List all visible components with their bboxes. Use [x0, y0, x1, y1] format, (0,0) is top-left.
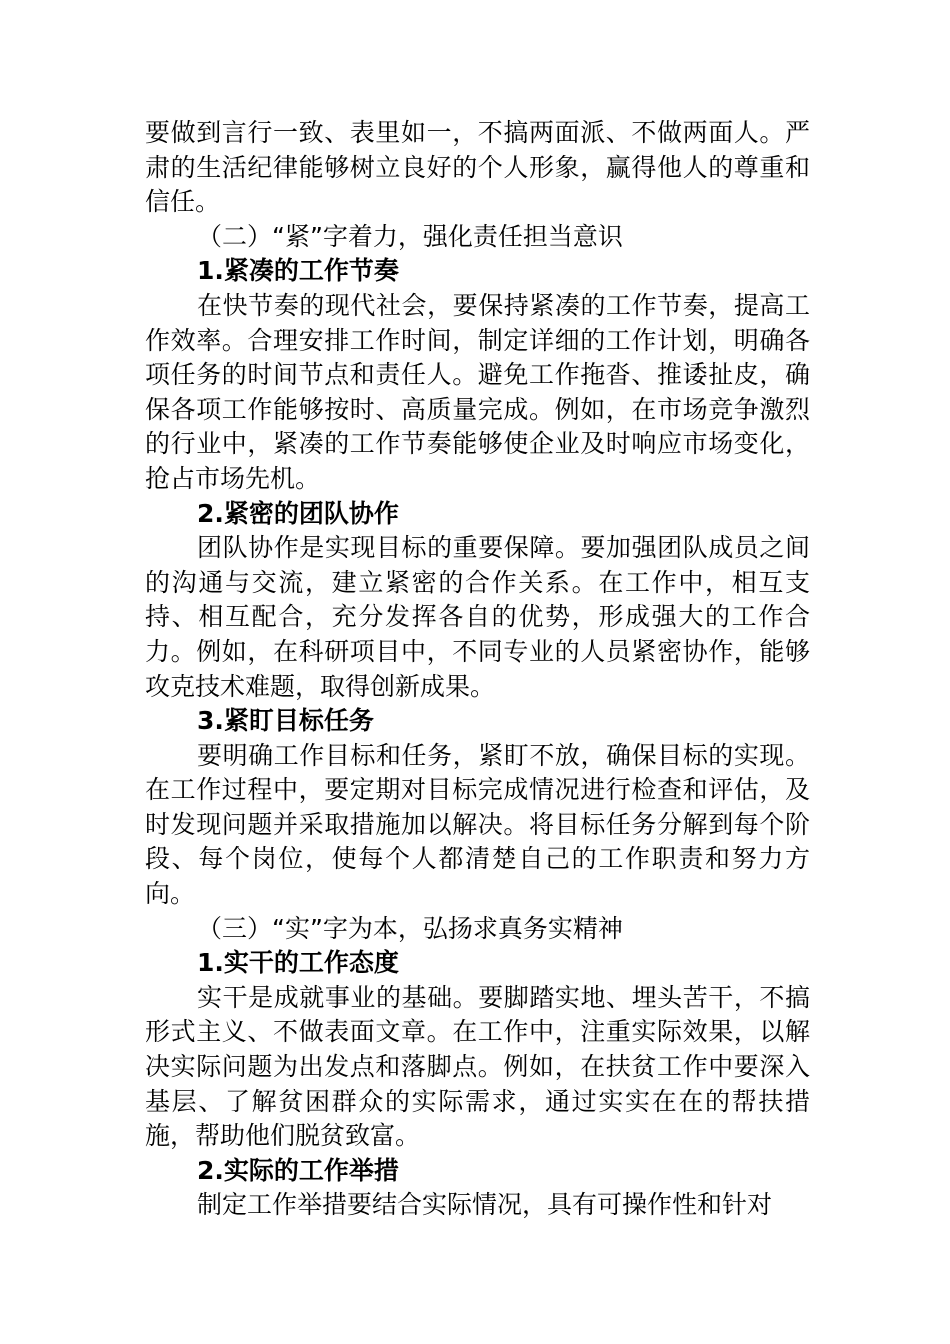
- document-body: [145, 116, 810, 1223]
- subheading-target-tasks: 3.紧盯目标任务: [197, 706, 374, 736]
- subheading-practical-attitude: 1.实干的工作态度: [197, 948, 399, 978]
- paragraph-continuation: 要做到言行一致、表里如一，不搞两面派、不做两面人。严肃的生活纪律能够树立良好的个人形象，赢得他人的尊重和信任。: [145, 118, 810, 217]
- subheading-practical-measures: 2.实际的工作举措: [197, 1155, 399, 1185]
- subheading-team-collaboration: 2.紧密的团队协作: [197, 498, 399, 528]
- paragraph-target-tasks: 要明确工作目标和任务，紧盯不放，确保目标的实现。在工作过程中，要定期对目标完成情况进行检查和评估，及时发现问题并采取措施加以解决。将目标任务分解到每个阶段、每个岗位，使每个人都清楚自己的工作职责和努力方向。: [145, 740, 810, 909]
- section-heading-2: （二）“紧”字着力，强化责任担当意识: [197, 221, 623, 251]
- subheading-compact-rhythm: 1.紧凑的工作节奏: [197, 256, 399, 286]
- section-heading-3: （三）“实”字为本，弘扬求真务实精神: [197, 913, 623, 943]
- paragraph-team-collaboration: 团队协作是实现目标的重要保障。要加强团队成员之间的沟通与交流，建立紧密的合作关系。在工作中，相互支持、相互配合，充分发挥各自的优势，形成强大的工作合力。例如，在科研项目中，不同专业的人员紧密协作，能够攻克技术难题，取得创新成果。: [145, 533, 810, 701]
- paragraph-compact-rhythm: 在快节奏的现代社会，要保持紧凑的工作节奏，提高工作效率。合理安排工作时间，制定详细的工作计划，明确各项任务的时间节点和责任人。避免工作拖沓、推诿扯皮，确保各项工作能够按时、高质量完成。例如，在市场竞争激烈的行业中，紧凑的工作节奏能够使企业及时响应市场变化，抢占市场先机。: [145, 290, 810, 493]
- paragraph-practical-measures: 制定工作举措要结合实际情况，具有可操作性和针对: [197, 1190, 773, 1220]
- paragraph-practical-attitude: 实干是成就事业的基础。要脚踏实地、埋头苦干，不搞形式主义、不做表面文章。在工作中，注重实际效果，以解决实际问题为出发点和落脚点。例如，在扶贫工作中要深入基层、了解贫困群众的实际需求，通过实实在在的帮扶措施，帮助他们脱贫致富。: [145, 982, 810, 1151]
